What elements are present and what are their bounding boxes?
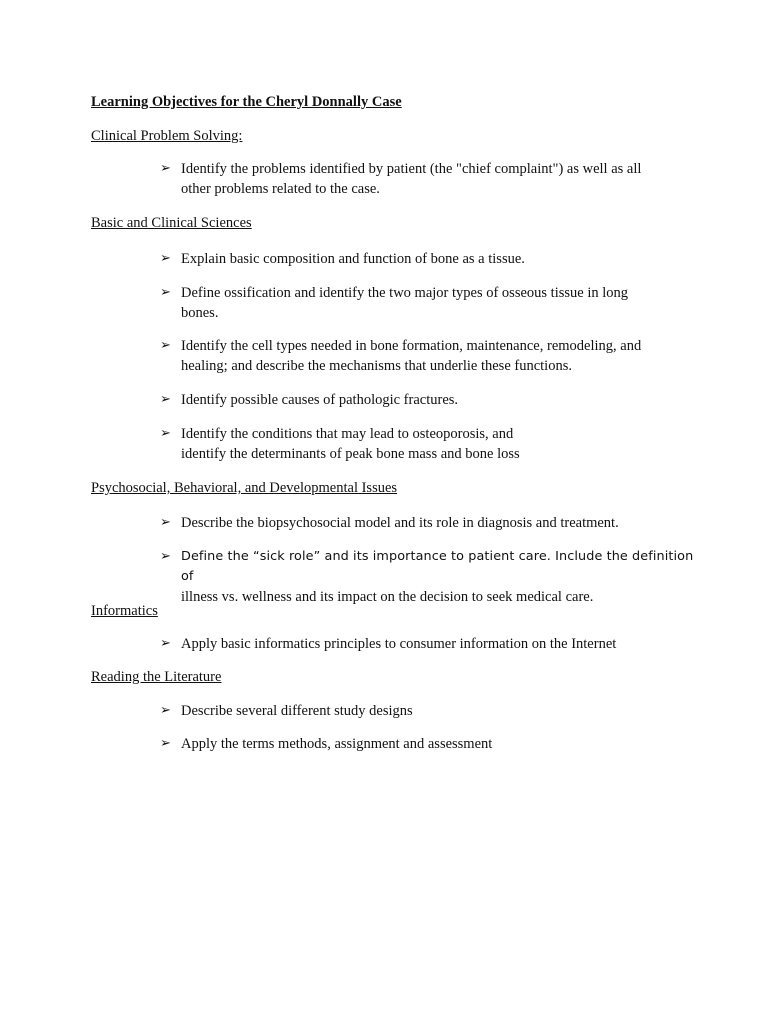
arrow-bullet-icon: ➢ [160,636,171,651]
objective-item [160,390,700,410]
objective-text: Define ossification and identify the two major types of osseous tissue in long bones. [181,285,629,321]
arrow-bullet-icon: ➢ [160,161,171,176]
arrow-bullet-icon: ➢ [160,285,171,300]
objective-text: Apply basic informatics principles to consumer information on the Internet [181,636,617,652]
objective-text: Define the “sick role” and its importance to patient care. Include the definition of [181,549,694,584]
section-heading-clinical-problem-solving: Clinical Problem Solving: [91,128,243,144]
objective-text: Explain basic composition and function of bone as a tissue. [181,251,525,267]
section-heading-informatics: Informatics [91,603,158,619]
arrow-bullet-icon: ➢ [160,426,171,441]
objective-text-continued: illness vs. wellness and its impact on the decision to seek medical care. [181,589,594,605]
objective-item [160,249,700,269]
objective-item [160,513,700,533]
document-title: Learning Objectives for the Cheryl Donnally Case [91,94,402,110]
objective-item [160,634,700,654]
arrow-bullet-icon: ➢ [160,515,171,530]
arrow-bullet-icon: ➢ [160,736,171,751]
objective-item [160,547,700,607]
objective-text: Apply the terms methods, assignment and assessment [181,736,493,752]
objective-text: Identify possible causes of pathologic fractures. [181,392,459,408]
section-heading-reading-literature: Reading the Literature [91,669,222,685]
arrow-bullet-icon: ➢ [160,703,171,718]
objective-item [160,159,700,199]
arrow-bullet-icon: ➢ [160,338,171,353]
arrow-bullet-icon: ➢ [160,392,171,407]
objective-text: Describe the biopsychosocial model and its role in diagnosis and treatment. [181,515,619,531]
arrow-bullet-icon: ➢ [160,251,171,266]
objective-item [160,336,700,376]
objective-text: Identify the problems identified by patient (the "chief complaint") as well as all other problems related to the case. [181,161,642,197]
objective-text: Identify the cell types needed in bone formation, maintenance, remodeling, and healing; and describe the mechanisms that underlie these functions. [181,338,642,374]
section-heading-basic-clinical-sciences: Basic and Clinical Sciences [91,215,252,231]
objective-item [160,424,700,464]
objective-item [160,283,700,323]
objective-text: Identify the conditions that may lead to osteoporosis, and identify the determinants of peak bone mass and bone loss [181,426,520,462]
objective-item [160,734,700,754]
objective-item [160,701,700,721]
objective-text: Describe several different study designs [181,703,413,719]
arrow-bullet-icon: ➢ [160,549,171,564]
section-heading-psychosocial: Psychosocial, Behavioral, and Developmental Issues [91,480,398,496]
